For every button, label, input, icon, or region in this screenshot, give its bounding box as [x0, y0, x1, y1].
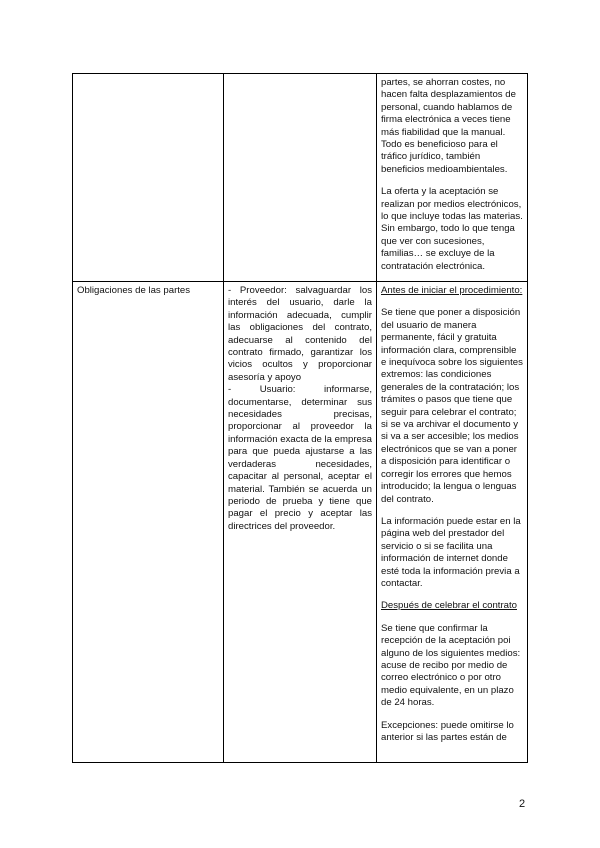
- table-row: [73, 282, 528, 763]
- row1-description-cell: [224, 74, 377, 282]
- obligations-text: - Proveedor: salvaguardar los interés del usuario, darle la información adecuada, cumplir las obligaciones del contrato, adecuarse al contenido del contrato firmado, garantizar los vicios ocultos y proporcionar asesoría y apoyo - Usuario: informarse, documentarse, determinar sus necesidades precisas, proporcionar al proveedor la información exacta de la empresa para que pueda ajustarse a las verdaderas necesidades, capacitar al personal, aceptar el material. También se acuerda un periodo de prueba y tiene que pagar el precio y aceptar las directrices del proveedor.: [228, 285, 372, 532]
- content-table: [72, 73, 528, 763]
- row1-details-cell: [377, 74, 528, 282]
- heading-after-contract: Después de celebrar el contrato: [381, 600, 517, 612]
- row2-description-cell: [224, 282, 377, 763]
- obligations-label: Obligaciones de las partes: [77, 285, 191, 296]
- page-number: 2: [519, 798, 526, 810]
- row2-details-cell: [377, 282, 528, 763]
- paragraph-exceptions: Excepciones: puede omitirse lo anterior si las partes están de: [381, 719, 514, 743]
- row1-label-cell: [73, 74, 224, 282]
- row1-paragraph-2: La oferta y la aceptación se realizan por medios electrónicos, lo que incluye todas las materias. Sin embargo, todo lo que tenga que ver con sucesiones, familias… se excluye de la contratación electrónica.: [381, 186, 523, 272]
- paragraph-before-procedure: Se tiene que poner a disposición del usuario de manera permanente, fácil y gratuita información clara, comprensible e inequívoca sobre los siguientes extremos: las condiciones generales de la contratación; los trámites o pasos que tiene que seguir para celebrar el contrato; si se va archivar el documento y si va a ser accesible; los medios electrónicos que se van a poner a disposición para identificar o corregir los errores que hemos introducido; la lengua o lenguas del contrato.: [381, 307, 523, 505]
- heading-before-procedure: Antes de iniciar el procedimiento:: [381, 285, 523, 296]
- row2-label-cell: [73, 282, 224, 763]
- paragraph-website-info: La información puede estar en la página web del prestador del servicio o si se facilita una información de internet donde esté toda la información previa a contactar.: [381, 515, 521, 589]
- row1-paragraph-1: partes, se ahorran costes, no hacen falta desplazamientos de personal, cuando hablamos de firma electrónica a veces tiene más fiabilidad que la manual. Todo es beneficioso para el tráfico jurídico, también beneficios medioambientales.: [381, 77, 516, 175]
- paragraph-confirmation: Se tiene que confirmar la recepción de la aceptación poi alguno de los siguientes medios: acuse de recibo por medio de correo electrónico o por otro medio equivalente, en un plazo de 24 horas.: [381, 622, 521, 709]
- table-row: [73, 74, 528, 282]
